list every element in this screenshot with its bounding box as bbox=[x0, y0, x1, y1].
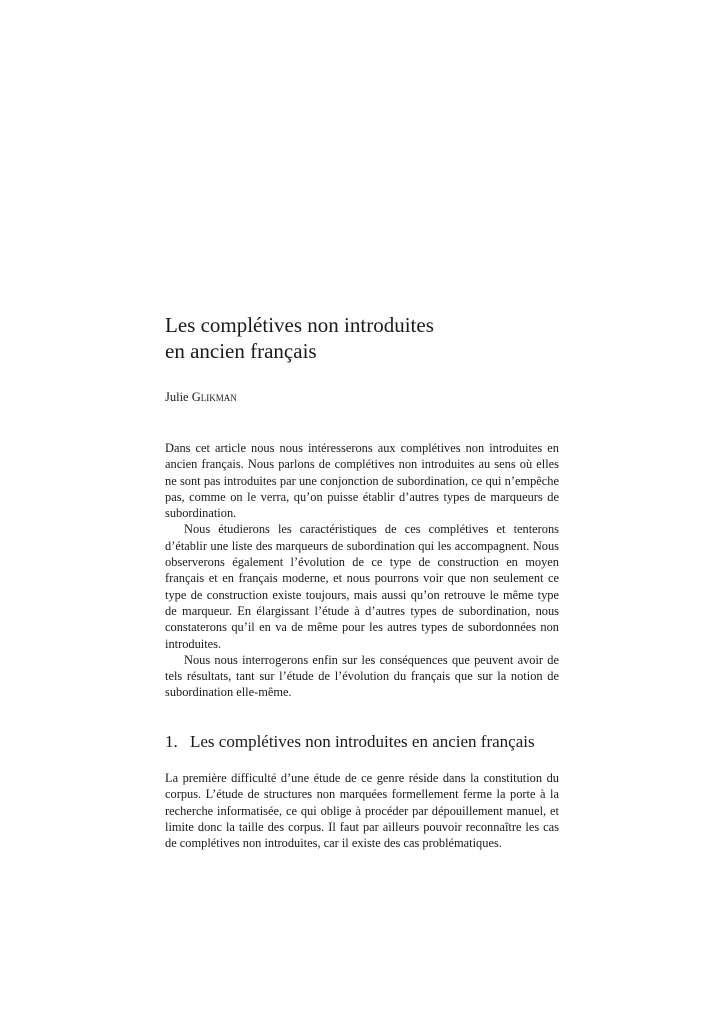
section-number: 1. bbox=[165, 732, 178, 751]
abstract bbox=[165, 440, 559, 701]
abstract-paragraph-3: Nous nous interrogerons enfin sur les conséquences que peuvent avoir de tels résultats, tant sur l’étude de l’évolution du français que sur la notion de subordination elle-même. bbox=[165, 652, 559, 700]
section-title: Les complétives non introduites en ancien français bbox=[190, 732, 535, 751]
author-last-name: Glikman bbox=[191, 390, 237, 404]
article-title bbox=[165, 312, 585, 364]
article-title-line-2: en ancien français bbox=[165, 339, 317, 363]
section-heading bbox=[165, 731, 585, 753]
author-first-name: Julie bbox=[165, 390, 192, 404]
section-paragraph: La première difficulté d’une étude de ce genre réside dans la constitution du corpus. L’étude de structures non marquées formellement ferme la porte à la recherche informatisée, ce qui oblige à procéder par dépouillement manuel, et limite donc la taille des corpus. Il faut par ailleurs pouvoir reconnaître les cas de complétives non introduites, car il existe des cas problématiques. bbox=[165, 771, 559, 851]
abstract-paragraph-1: Dans cet article nous nous intéresserons aux complétives non introduites en ancien français. Nous parlons de complétives non introduites au sens où elles ne sont pas introduites par une conjonction de subordination, ce qui n’empêche pas, comme on le verra, qu’on puisse établir d’autres types de marqueurs de subordination. bbox=[165, 441, 559, 521]
article-title-line-1: Les complétives non introduites bbox=[165, 313, 434, 337]
abstract-paragraph-2: Nous étudierons les caractéristiques de ces complétives et tenterons d’établir une liste des marqueurs de subordination qui les accompagnent. Nous observerons également l’évolution de ce type de construction en moyen français et en français moderne, et nous pourrons voir que non seulement ce type de construction existe toujours, mais aussi qu’on retrouve le même type de marqueur. En élargissant l’étude à d’autres types de subordination, nous constaterons qu’il en va de même pour les autres types de subordonnées non introduites. bbox=[165, 522, 559, 651]
author-name bbox=[165, 389, 237, 405]
